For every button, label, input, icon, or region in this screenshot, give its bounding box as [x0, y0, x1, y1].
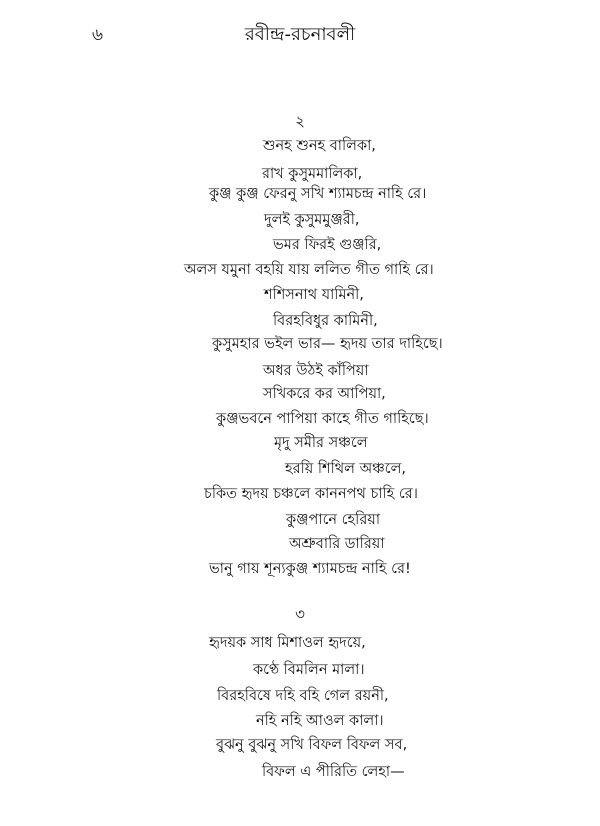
poem-2-line: বিরহবিধুর কামিনী, — [273, 313, 378, 329]
poem-2-line: হরয়ি শিথিল অঞ্চলে, — [285, 461, 407, 477]
poem-3-line: বুঝনু বুঝনু সখি বিফল বিফল সব, — [216, 737, 408, 753]
poem-2-line: কুসুমহার ভইল ভার— হৃদয় তার দাহিছে। — [212, 336, 443, 352]
poem-3-number: ৩ — [295, 605, 305, 623]
poem-2-number: ২ — [295, 112, 305, 130]
poem-3-line: কণ্ঠে বিমলিন মালা। — [253, 662, 365, 678]
poem-3-line: হৃদয়ক সাধ মিশাওল হৃদয়ে, — [209, 635, 366, 651]
poem-2-line: রাখ কুসুমমালিকা, — [262, 166, 363, 182]
poem-2-line: দুলই কুসুমমুঞ্জরী, — [264, 212, 360, 228]
poem-2-line: ভানু গায় শূন্যকুঞ্জ শ্যামচন্দ্র নাহি রে! — [209, 561, 411, 577]
poem-2-line: শশিসনাথ যামিনী, — [264, 287, 364, 303]
poem-2-line: সখিকরে কর আপিয়া, — [263, 386, 386, 402]
poem-2-line: অলস যমুনা বহয়ি যায় ললিত গীত গাহি রে। — [184, 262, 434, 278]
poem-2-line: ভমর ফিরই গুঞ্জরি, — [273, 237, 382, 253]
poem-2-line: অশ্রুবারি ডারিয়া — [289, 536, 385, 552]
poem-2-line: চকিত হৃদয় চঞ্চলে কাননপথ চাহি রে। — [204, 486, 418, 502]
poem-3-line: নহি নহি আওল কালা। — [256, 713, 384, 729]
poem-3-line: বিফল এ পীরিতি লেহা— — [262, 764, 405, 780]
page-number: ৬ — [92, 25, 104, 45]
poem-2-line: কুঞ্জপানে হেরিয়া — [286, 512, 381, 528]
poem-2-line: কুঞ্জভবনে পাপিয়া কাহে গীত গাহিছে। — [216, 411, 429, 427]
running-header-title: রবীন্দ্র-রচনাবলী — [244, 24, 356, 45]
poem-3-line: বিরহবিষে দহি বহি গেল রয়নী, — [217, 688, 389, 704]
poem-2-line: শুনহ শুনহ বালিকা, — [263, 138, 376, 154]
poem-2-line: অধর উঠই কাঁপিয়া — [263, 363, 369, 379]
poem-2-line: মৃদু সমীর সঞ্চলে — [274, 435, 368, 451]
poem-2-line: কুঞ্জ কুঞ্জ ফেরনু সখি শ্যামচন্দ্র নাহি রে। — [209, 186, 427, 202]
